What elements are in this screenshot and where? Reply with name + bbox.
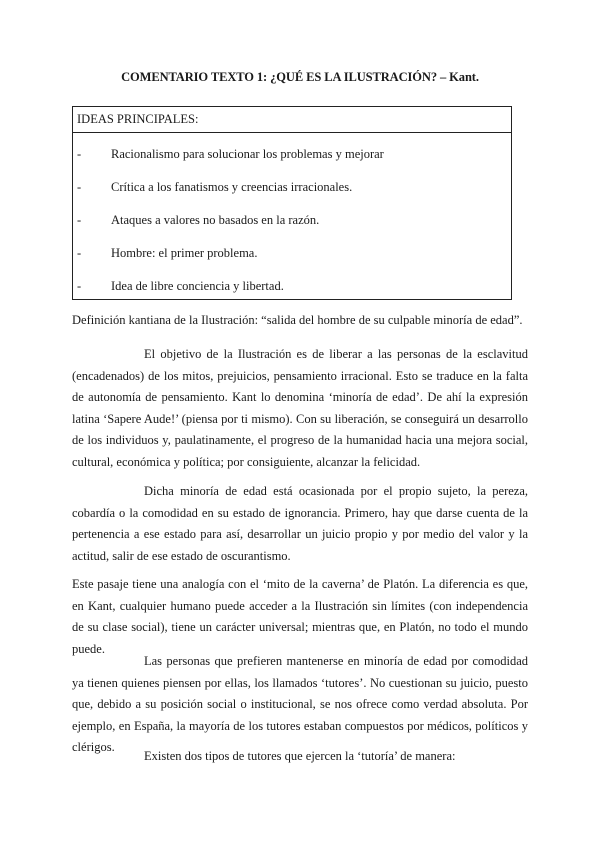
body-paragraph: Las personas que prefieren mantenerse en minoría de edad por comodidad ya tienen quienes piensen por ellas, los llamados ‘tutores’. No cuestionan su juicio, puesto que, debido a su posición social o institucional, se nos ofrece como verdad absoluta. Por ejemplo, en España, la mayoría de los tutores estaban compuestos por médicos, políticos y clérigos. <box>72 654 528 754</box>
idea-item <box>73 147 511 167</box>
idea-text: Ataques a valores no basados en la razón. <box>111 213 320 227</box>
idea-dash: - <box>77 279 82 293</box>
main-ideas-box <box>72 106 512 300</box>
document-title: COMENTARIO TEXTO 1: ¿QUÉ ES LA ILUSTRACIÓN? – Kant. <box>121 70 479 84</box>
idea-text: Idea de libre conciencia y libertad. <box>111 279 284 293</box>
definition-paragraph: Definición kantiana de la Ilustración: “salida del hombre de su culpable minoría de edad”. <box>72 313 523 327</box>
idea-item <box>73 180 511 200</box>
idea-dash: - <box>77 213 82 227</box>
idea-dash: - <box>77 147 82 161</box>
ideas-header: IDEAS PRINCIPALES: <box>73 107 511 133</box>
idea-item <box>73 213 511 233</box>
idea-item <box>73 246 511 266</box>
body-paragraph: Este pasaje tiene una analogía con el ‘mito de la caverna’ de Platón. La diferencia es que, en Kant, cualquier humano puede acceder a la Ilustración sin límites (con independencia de su clase social), tiene un carácter universal; mientras que, en Platón, no todo el mundo puede. <box>72 577 528 656</box>
body-paragraph: Dicha minoría de edad está ocasionada por el propio sujeto, la pereza, cobardía o la comodidad en su estado de ignorancia. Primero, hay que darse cuenta de la pertenencia a ese estado para así, desarrollar un juicio propio y por medio del valor y la actitud, salir de ese estado de oscurantismo. <box>72 484 528 563</box>
idea-dash: - <box>77 246 82 260</box>
idea-text: Crítica a los fanatismos y creencias irracionales. <box>111 180 353 194</box>
body-paragraph: Existen dos tipos de tutores que ejercen la ‘tutoría’ de manera: <box>144 749 456 763</box>
idea-text: Hombre: el primer problema. <box>111 246 258 260</box>
idea-item <box>73 279 511 299</box>
idea-text: Racionalismo para solucionar los problemas y mejorar <box>111 147 384 161</box>
idea-dash: - <box>77 180 82 194</box>
body-paragraph: El objetivo de la Ilustración es de liberar a las personas de la esclavitud (encadenados) de los mitos, prejuicios, pensamiento irracional. Esto se traduce en la falta de autonomía de pensamiento. Kant lo denomina ‘minoría de edad’. De ahí la expresión latina ‘Sapere Aude!’ (piensa por ti mismo). Con su liberación, se conseguirá un desarrollo de los individuos y, paulatinamente, el progreso de la humanidad hacia una mejora social, cultural, económica y política; por consiguiente, alcanzar la felicidad. <box>72 347 528 469</box>
